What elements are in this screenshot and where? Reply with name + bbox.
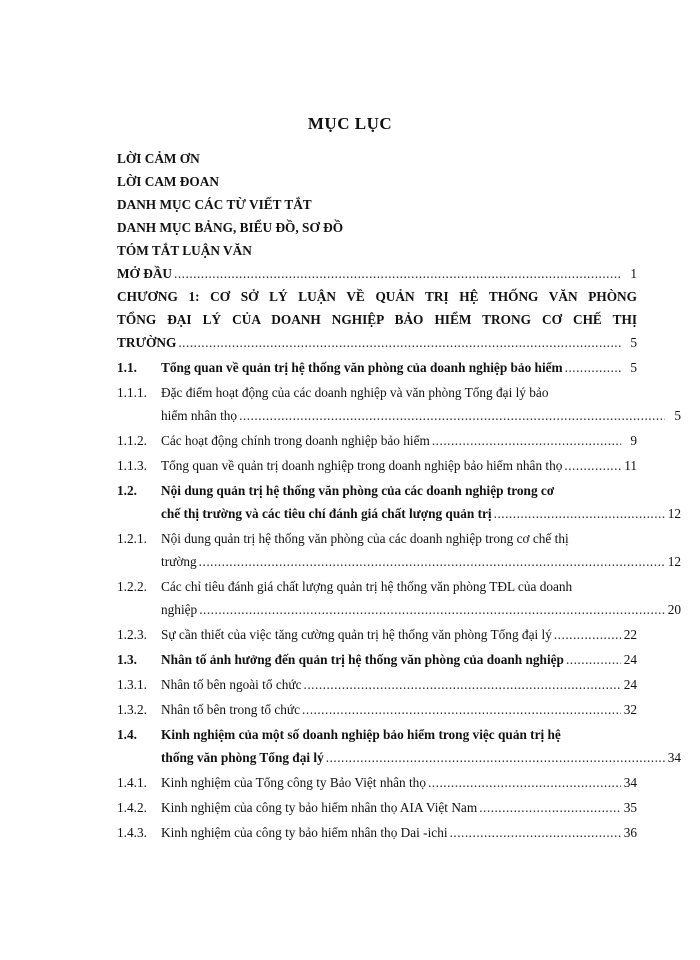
toc-entry-text: Kinh nghiệm của công ty bảo hiểm nhân thọ AIA Việt Nam xyxy=(161,800,478,815)
leader-dots xyxy=(479,796,621,819)
toc-entry-continuation xyxy=(117,550,681,573)
section-number: 1.3.1. xyxy=(117,677,147,692)
toc-entry-text: Các chỉ tiêu đánh giá chất lượng quản trị hệ thống văn phòng TĐL của doanh xyxy=(161,579,573,594)
toc-entry xyxy=(117,796,637,819)
page-number: 11 xyxy=(624,458,637,473)
section-number: 1.4.1. xyxy=(117,775,147,790)
leader-dots xyxy=(428,771,621,794)
page-number: 36 xyxy=(623,825,637,840)
toc-entry-text: Đặc điểm hoạt động của các doanh nghiệp và văn phòng Tổng đại lý bảo xyxy=(161,385,549,400)
section-number: 1.4.3. xyxy=(117,825,147,840)
toc-entry-text: Nhân tố bên ngoài tổ chức xyxy=(161,677,302,692)
chapter-heading-line: TỔNG ĐẠI LÝ CỦA DOANH NGHIỆP BẢO HIỂM TRONG CƠ CHẾ THỊ xyxy=(117,312,637,327)
page-number: 12 xyxy=(667,506,681,521)
leader-dots xyxy=(199,550,665,573)
toc-entry xyxy=(117,771,637,794)
section-number: 1.3.2. xyxy=(117,702,147,717)
toc-front-item: LỜI CAM ĐOAN xyxy=(117,174,219,189)
toc-entry-text: Nội dung quản trị hệ thống văn phòng của các doanh nghiệp trong cơ xyxy=(161,483,555,498)
page-number: 20 xyxy=(667,602,681,617)
leader-dots xyxy=(302,698,621,721)
leader-dots xyxy=(304,673,621,696)
page-title: MỤC LỤC xyxy=(307,114,393,133)
leader-dots xyxy=(566,648,621,671)
section-number: 1.1.2. xyxy=(117,433,147,448)
page-number: 24 xyxy=(623,677,637,692)
toc-entry xyxy=(117,623,637,646)
toc-entry xyxy=(117,575,637,598)
toc-entry-text: TRƯỜNG xyxy=(117,335,177,350)
toc-entry-text: Kinh nghiệm của một số doanh nghiệp bảo hiểm trong việc quản trị hệ xyxy=(161,727,561,742)
toc-entry xyxy=(117,723,637,746)
page-number: 5 xyxy=(674,408,681,423)
toc-entry xyxy=(117,821,637,844)
toc-entry-text: chế thị trường và các tiêu chí đánh giá chất lượng quản trị xyxy=(161,506,492,521)
toc-entry xyxy=(117,698,637,721)
chapter-heading-line: CHƯƠNG 1: CƠ SỞ LÝ LUẬN VỀ QUẢN TRỊ HỆ THỐNG VĂN PHÒNG xyxy=(117,289,637,304)
page-number: 34 xyxy=(667,750,681,765)
toc-front-item: LỜI CẢM ƠN xyxy=(117,151,200,166)
leader-dots xyxy=(450,821,621,844)
page-number: 24 xyxy=(623,652,637,667)
toc-entry-text: MỞ ĐẦU xyxy=(117,266,173,281)
section-number: 1.2.2. xyxy=(117,579,147,594)
toc-entry xyxy=(117,356,637,379)
section-number: 1.3. xyxy=(117,652,137,667)
page-number: 5 xyxy=(630,360,637,375)
toc-entry-text: Tổng quan về quản trị hệ thống văn phòng của doanh nghiệp bảo hiểm xyxy=(161,360,563,375)
toc-entry-text: nghiệp xyxy=(161,602,198,617)
toc-entry-text: Các hoạt động chính trong doanh nghiệp bảo hiểm xyxy=(161,433,430,448)
leader-dots xyxy=(326,746,665,769)
toc-entry-text: trường xyxy=(161,554,197,569)
toc-entry xyxy=(117,454,637,477)
toc-entry-text: thống văn phòng Tổng đại lý xyxy=(161,750,324,765)
page-number: 22 xyxy=(623,627,637,642)
toc-entry xyxy=(117,527,637,550)
section-number: 1.4.2. xyxy=(117,800,147,815)
toc-entry-text: Sự cần thiết của việc tăng cường quản trị hệ thống văn phòng Tổng đại lý xyxy=(161,627,552,642)
toc-entry-continuation xyxy=(117,502,681,525)
section-number: 1.1.3. xyxy=(117,458,147,473)
page-number: 35 xyxy=(623,800,637,815)
leader-dots xyxy=(554,623,621,646)
page-number: 1 xyxy=(630,266,637,281)
toc-entry xyxy=(117,331,637,354)
leader-dots xyxy=(564,454,621,477)
toc-entry xyxy=(117,648,637,671)
page-number: 32 xyxy=(623,702,637,717)
leader-dots xyxy=(174,262,621,285)
toc-front-item: DANH MỤC CÁC TỪ VIẾT TẮT xyxy=(117,197,312,212)
toc-entry-text: hiểm nhân thọ xyxy=(161,408,238,423)
section-number: 1.2.3. xyxy=(117,627,147,642)
toc-entry-text: Kinh nghiệm của công ty bảo hiểm nhân thọ Dai -ichi xyxy=(161,825,448,840)
toc-entry-text: Tổng quan về quản trị doanh nghiệp trong doanh nghiệp bảo hiểm nhân thọ xyxy=(161,458,563,473)
toc-entry xyxy=(117,429,637,452)
toc-entry-text: Nhân tố ảnh hưởng đến quản trị hệ thống văn phòng của doanh nghiệp xyxy=(161,652,564,667)
toc-entry-text: Nhân tố bên trong tổ chức xyxy=(161,702,301,717)
leader-dots xyxy=(432,429,621,452)
section-number: 1.1. xyxy=(117,360,137,375)
toc-entry-text: Kinh nghiệm của Tổng công ty Bảo Việt nhân thọ xyxy=(161,775,426,790)
leader-dots xyxy=(239,404,665,427)
page-number: 12 xyxy=(667,554,681,569)
toc-entry-continuation xyxy=(117,404,681,427)
page-number: 9 xyxy=(630,433,637,448)
page-number: 34 xyxy=(623,775,637,790)
page-number: 5 xyxy=(630,335,637,350)
toc-entry-continuation xyxy=(117,746,681,769)
section-number: 1.2. xyxy=(117,483,137,498)
section-number: 1.2.1. xyxy=(117,531,147,546)
leader-dots xyxy=(565,356,621,379)
toc-entry xyxy=(117,673,637,696)
toc-entry xyxy=(117,381,637,404)
leader-dots xyxy=(494,502,665,525)
toc-front-item: DANH MỤC BẢNG, BIỂU ĐỒ, SƠ ĐỒ xyxy=(117,220,344,235)
toc-entry xyxy=(117,262,637,285)
toc-entry-continuation xyxy=(117,598,681,621)
toc-entry-text: Nội dung quản trị hệ thống văn phòng của các doanh nghiệp trong cơ chế thị xyxy=(161,531,569,546)
toc-front-item: TÓM TẮT LUẬN VĂN xyxy=(117,243,252,258)
leader-dots xyxy=(178,331,621,354)
leader-dots xyxy=(199,598,665,621)
section-number: 1.4. xyxy=(117,727,137,742)
section-number: 1.1.1. xyxy=(117,385,147,400)
toc-entry xyxy=(117,479,637,502)
